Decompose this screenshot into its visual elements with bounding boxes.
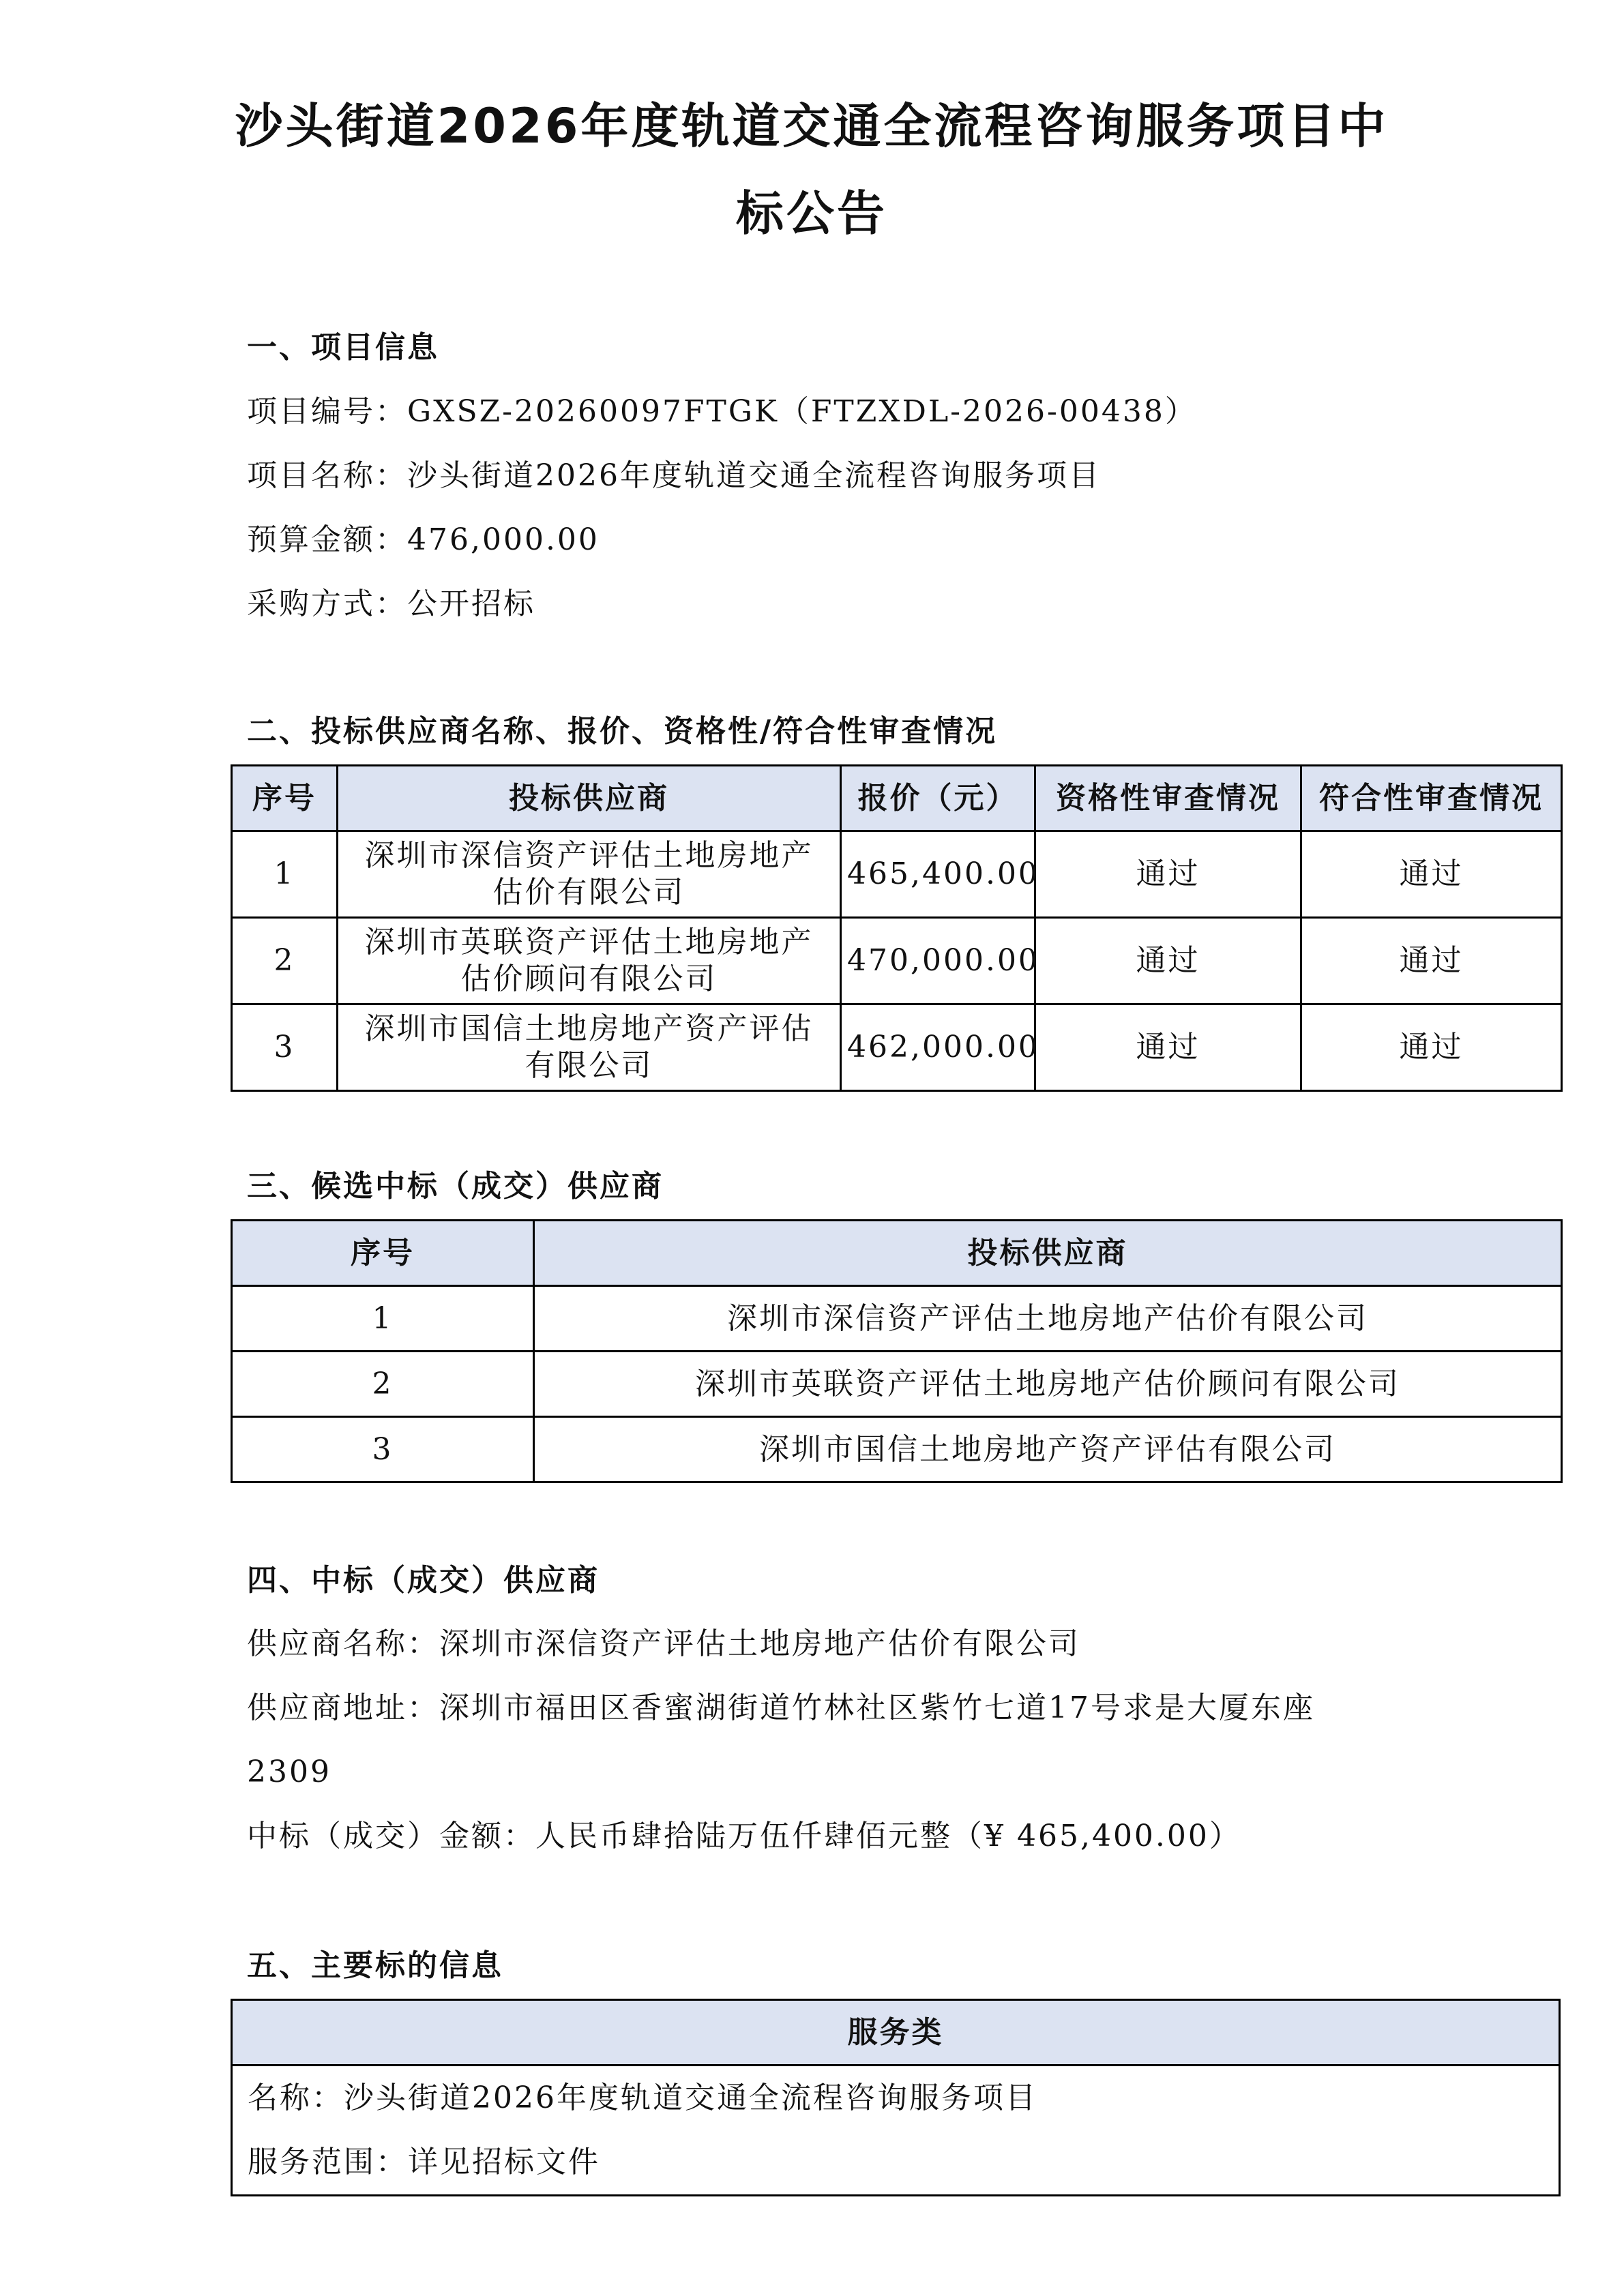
table-row <box>232 918 1562 1004</box>
col-header-supplier: 投标供应商 <box>338 766 841 831</box>
winning-amount: 中标（成交）金额：人民币肆拾陆万伍仟肆佰元整（¥ 465,400.00） <box>247 1819 1241 1853</box>
project-name: 项目名称：沙头街道2026年度轨道交通全流程咨询服务项目 <box>247 458 1101 493</box>
row-price: 462,000.00 <box>841 1004 1035 1091</box>
row-no: 1 <box>232 1286 534 1352</box>
row-qualification: 通过 <box>1035 918 1301 1004</box>
table-row <box>232 2066 1560 2196</box>
col-header-qualification: 资格性审查情况 <box>1035 766 1301 831</box>
winner-address-line2: 2309 <box>247 1755 331 1789</box>
table-row <box>232 1286 1562 1352</box>
subject-details <box>232 2066 1560 2196</box>
row-supplier: 深圳市英联资产评估土地房地产估价顾问有限公司 <box>534 1352 1562 1417</box>
procurement-method: 采购方式：公开招标 <box>247 586 535 621</box>
row-compliance: 通过 <box>1301 918 1562 1004</box>
page-title-line2: 标公告 <box>736 185 887 241</box>
row-qualification: 通过 <box>1035 1004 1301 1091</box>
table-row <box>232 1417 1562 1482</box>
row-supplier: 深圳市国信土地房地产资产评估有限公司 <box>534 1417 1562 1482</box>
row-no: 3 <box>232 1004 338 1091</box>
budget-amount: 预算金额：476,000.00 <box>247 522 600 557</box>
col-header-supplier: 投标供应商 <box>534 1221 1562 1286</box>
row-supplier: 深圳市深信资产评估土地房地产估价有限公司 <box>534 1286 1562 1352</box>
col-header-no: 序号 <box>232 1221 534 1286</box>
row-supplier <box>338 918 841 1004</box>
row-supplier <box>338 1004 841 1091</box>
row-price: 470,000.00 <box>841 918 1035 1004</box>
row-supplier-line1: 深圳市国信土地房地产资产评估 <box>364 1011 814 1046</box>
col-header-no: 序号 <box>232 766 338 831</box>
section4-heading: 四、中标（成交）供应商 <box>247 1563 600 1598</box>
row-supplier-line1: 深圳市深信资产评估土地房地产 <box>364 838 814 873</box>
col-header-price: 报价（元） <box>841 766 1035 831</box>
service-category-header: 服务类 <box>232 2000 1560 2066</box>
row-compliance: 通过 <box>1301 831 1562 918</box>
row-no: 1 <box>232 831 338 918</box>
col-header-compliance: 符合性审查情况 <box>1301 766 1562 831</box>
row-supplier-line2: 估价有限公司 <box>492 875 685 910</box>
table-row <box>232 1004 1562 1091</box>
subject-name: 名称：沙头街道2026年度轨道交通全流程咨询服务项目 <box>248 2081 1037 2115</box>
table-header-row <box>232 2000 1560 2066</box>
winner-address-line1: 供应商地址：深圳市福田区香蜜湖街道竹林社区紫竹七道17号求是大厦东座 <box>247 1690 1315 1725</box>
row-qualification: 通过 <box>1035 831 1301 918</box>
table-header-row <box>232 766 1562 831</box>
bidders-table <box>231 764 1563 1092</box>
winner-name: 供应商名称：深圳市深信资产评估土地房地产估价有限公司 <box>247 1626 1080 1661</box>
row-no: 2 <box>232 918 338 1004</box>
row-supplier-line2: 估价顾问有限公司 <box>460 961 718 996</box>
section3-heading: 三、候选中标（成交）供应商 <box>247 1169 664 1204</box>
project-number: 项目编号：GXSZ-20260097FTGK（FTZXDL-2026-00438） <box>247 394 1197 429</box>
page-title-line1: 沙头街道2026年度轨道交通全流程咨询服务项目中 <box>235 98 1389 154</box>
row-supplier-line2: 有限公司 <box>525 1048 653 1083</box>
section1-heading: 一、项目信息 <box>247 330 439 365</box>
row-supplier-line1: 深圳市英联资产评估土地房地产 <box>364 925 814 959</box>
service-scope: 服务范围：详见招标文件 <box>248 2145 600 2179</box>
subject-table <box>231 1999 1561 2196</box>
table-row <box>232 831 1562 918</box>
candidates-table <box>231 1219 1563 1483</box>
table-header-row <box>232 1221 1562 1286</box>
row-supplier <box>338 831 841 918</box>
row-no: 3 <box>232 1417 534 1482</box>
table-row <box>232 1352 1562 1417</box>
row-no: 2 <box>232 1352 534 1417</box>
section5-heading: 五、主要标的信息 <box>247 1948 503 1983</box>
row-compliance: 通过 <box>1301 1004 1562 1091</box>
row-price: 465,400.00 <box>841 831 1035 918</box>
section2-heading: 二、投标供应商名称、报价、资格性/符合性审查情况 <box>247 714 998 749</box>
